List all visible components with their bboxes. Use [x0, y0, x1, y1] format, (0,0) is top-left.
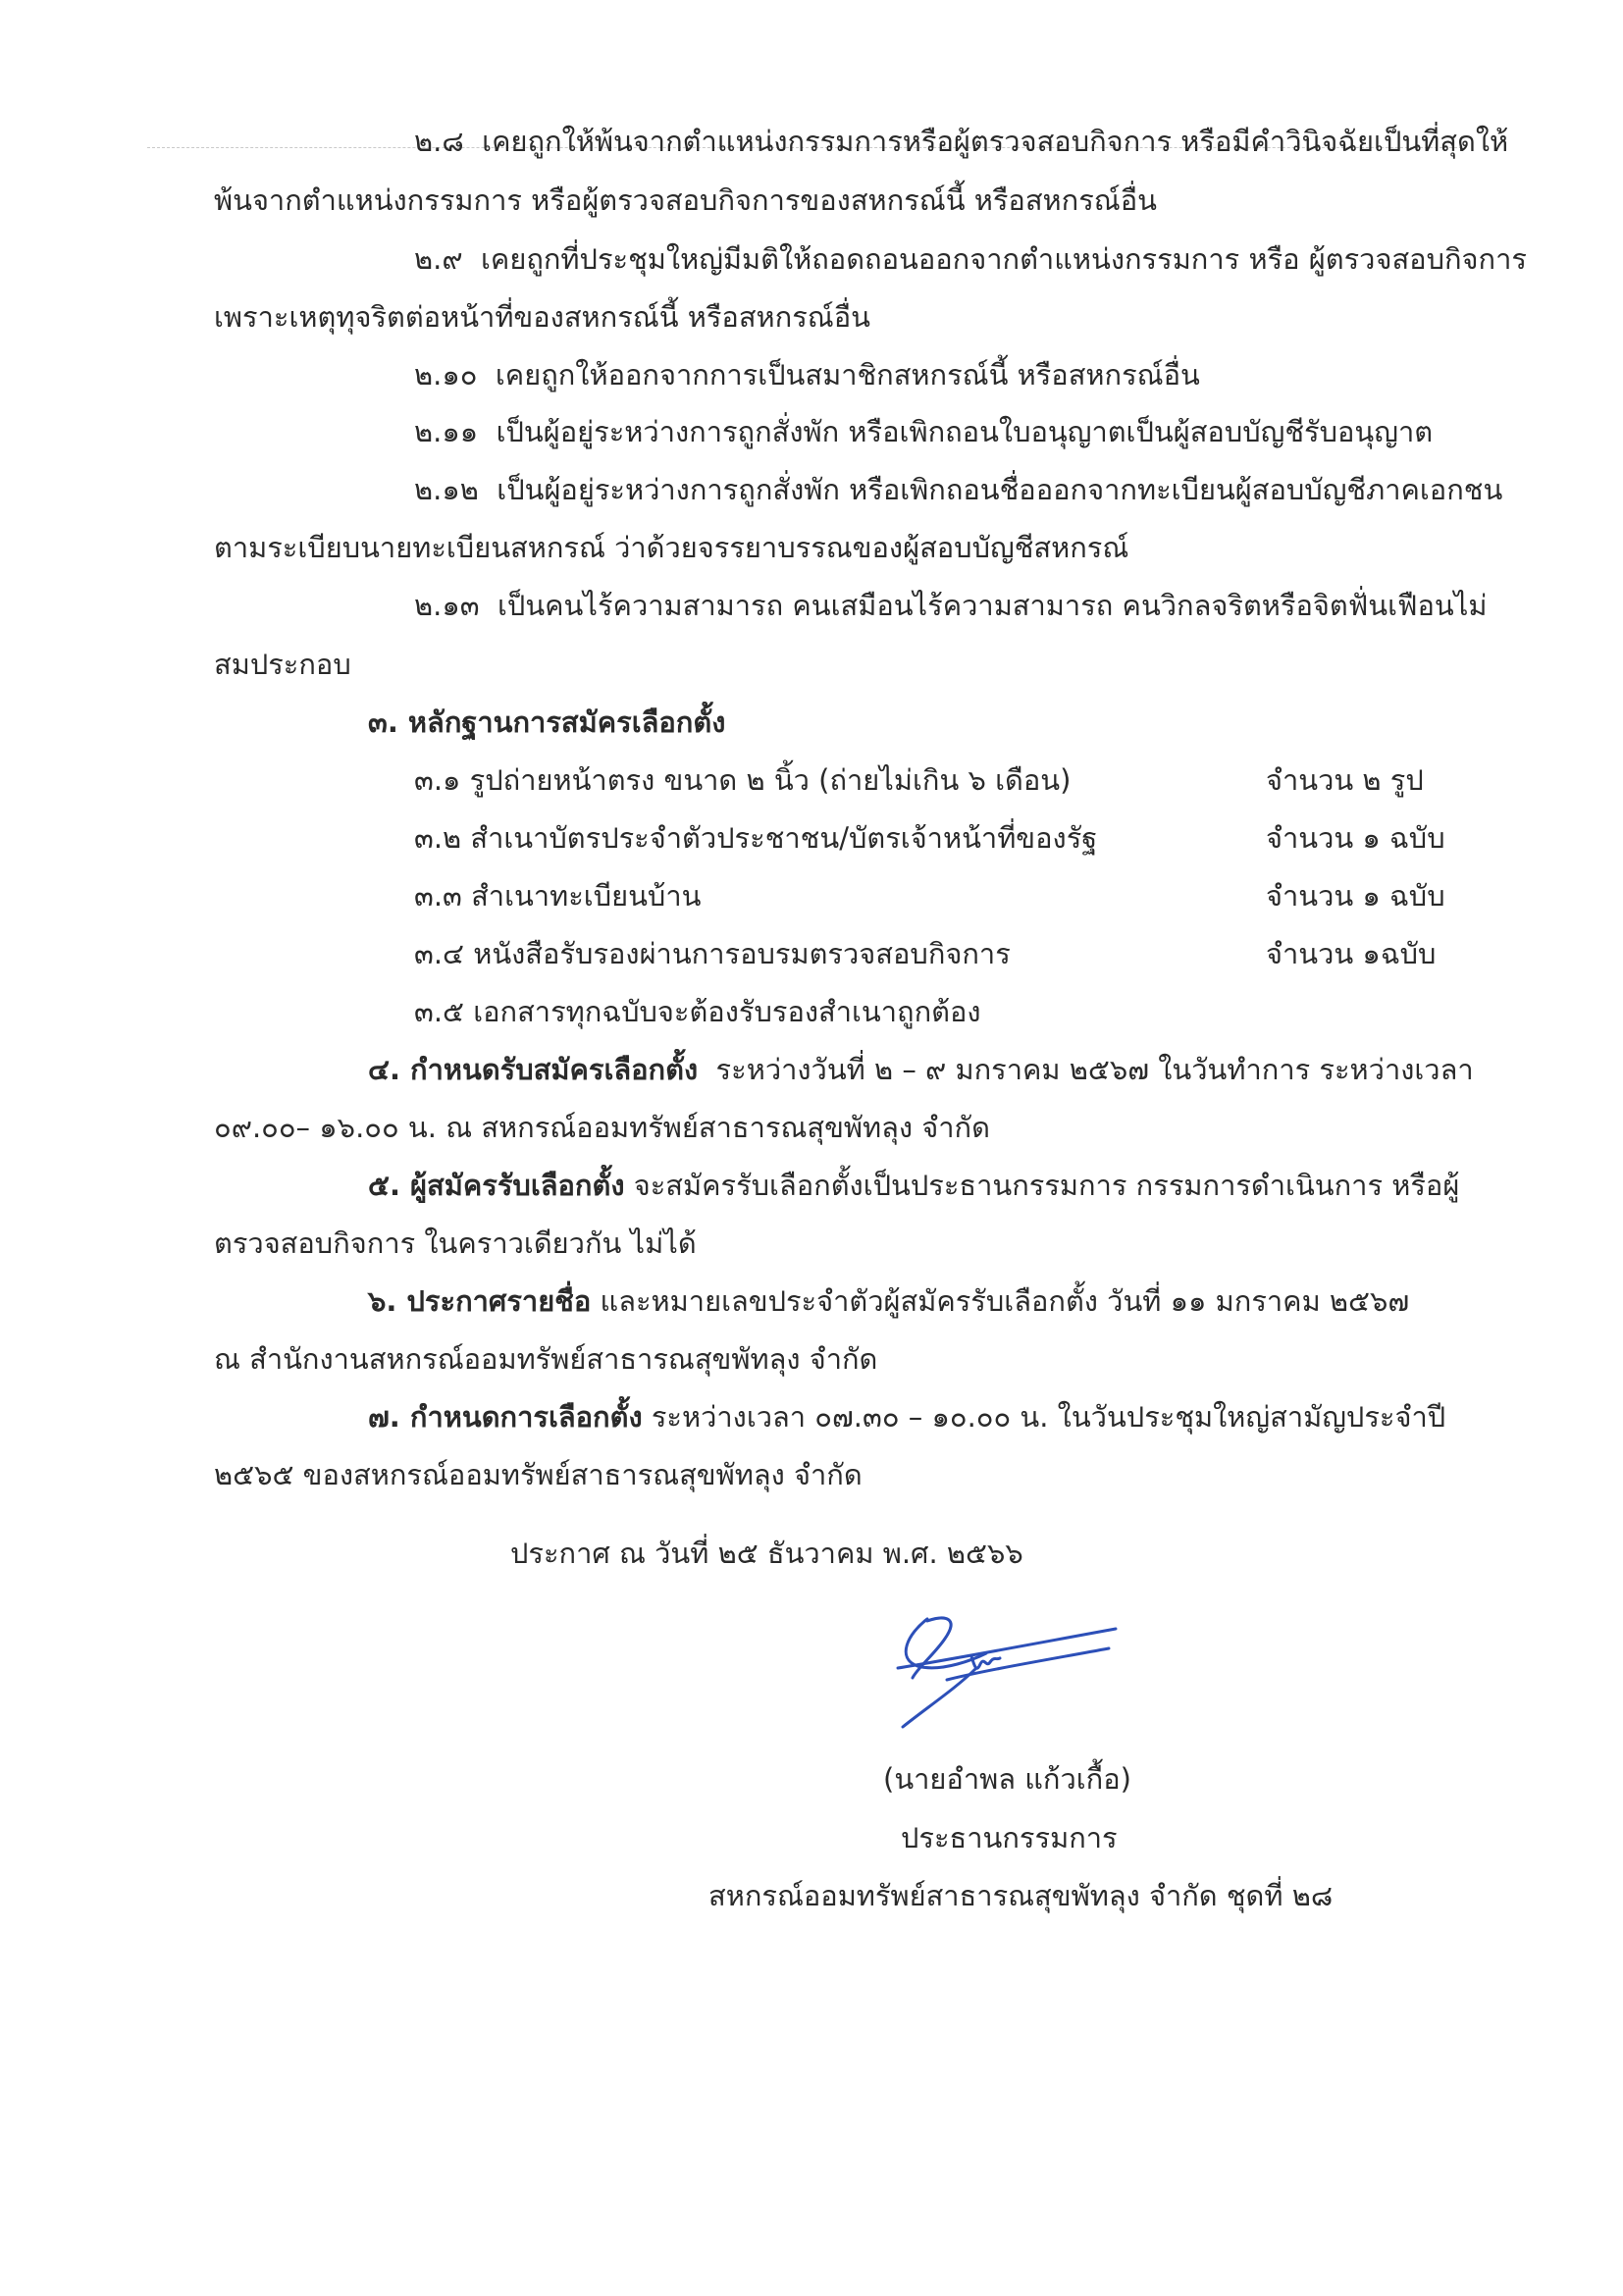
section-6-line1: [368, 1281, 1409, 1321]
item-2-12-number: ๒.๑๒: [414, 473, 479, 506]
section-3-row-3: ๓.๓ สำเนาทะเบียนบ้าน: [414, 879, 702, 913]
section-3-row-5: ๓.๕ เอกสารทุกฉบับจะต้องรับรองสำเนาถูกต้อง: [414, 995, 981, 1028]
section-3-row-4-amount: จำนวน ๑ฉบับ: [1266, 937, 1437, 970]
item-2-8-line1: [414, 122, 1508, 161]
item-2-9-line1: [414, 239, 1527, 279]
section-3-row-1: ๓.๑ รูปถ่ายหน้าตรง ขนาด ๒ นิ้ว (ถ่ายไม่เกิน ๖ เดือน): [414, 763, 1072, 797]
section-4-text: ระหว่างวันที่ ๒ – ๙ มกราคม ๒๕๖๗ ในวันทำการ ระหว่างเวลา: [715, 1053, 1474, 1086]
section-3-row-1-amount: จำนวน ๒ รูป: [1266, 763, 1424, 797]
announcement-date: ประกาศ ณ วันที่ ๒๕ ธันวาคม พ.ศ. ๒๕๖๖: [510, 1537, 1023, 1570]
item-2-11-text: เป็นผู้อยู่ระหว่างการถูกสั่งพัก หรือเพิกถอนใบอนุญาตเป็นผู้สอบบัญชีรับอนุญาต: [496, 415, 1434, 448]
section-5-text: จะสมัครรับเลือกตั้งเป็นประธานกรรมการ กรรมการดำเนินการ หรือผู้: [633, 1169, 1460, 1202]
signer-organization: สหกรณ์ออมทรัพย์สาธารณสุขพัทลุง จำกัด ชุดที่ ๒๘: [708, 1879, 1334, 1912]
section-6-heading: ๖. ประกาศรายชื่อ: [368, 1284, 592, 1318]
item-2-10-text: เคยถูกให้ออกจากการเป็นสมาชิกสหกรณ์นี้ หรือสหกรณ์อื่น: [495, 358, 1200, 391]
item-2-8-line2: พ้นจากตำแหน่งกรรมการ หรือผู้ตรวจสอบกิจการของสหกรณ์นี้ หรือสหกรณ์อื่น: [214, 183, 1157, 217]
item-2-8-text: เคยถูกให้พ้นจากตำแหน่งกรรมการหรือผู้ตรวจสอบกิจการ หรือมีคำวินิจฉัยเป็นที่สุดให้: [482, 125, 1509, 158]
section-5-line1: [368, 1166, 1459, 1205]
section-3-row-2: ๓.๒ สำเนาบัตรประจำตัวประชาชน/บัตรเจ้าหน้าที่ของรัฐ: [414, 821, 1098, 855]
signature-image: [888, 1599, 1124, 1747]
section-4-line2: ๐๙.๐๐– ๑๖.๐๐ น. ณ สหกรณ์ออมทรัพย์สาธารณสุขพัทลุง จำกัด: [214, 1111, 990, 1144]
section-6-line2: ณ สำนักงานสหกรณ์ออมทรัพย์สาธารณสุขพัทลุง จำกัด: [214, 1342, 878, 1376]
section-3-heading: ๓. หลักฐานการสมัครเลือกตั้ง: [368, 705, 726, 739]
item-2-12-line2: ตามระเบียบนายทะเบียนสหกรณ์ ว่าด้วยจรรยาบรรณของผู้สอบบัญชีสหกรณ์: [214, 531, 1129, 564]
section-4-heading: ๔. กำหนดรับสมัครเลือกตั้ง: [368, 1053, 699, 1086]
item-2-8-number: ๒.๘: [414, 125, 464, 158]
item-2-11-number: ๒.๑๑: [414, 415, 479, 448]
section-7-heading: ๗. กำหนดการเลือกตั้ง: [368, 1400, 643, 1434]
signer-position: ประธานกรรมการ: [901, 1821, 1118, 1854]
item-2-13-line2: สมประกอบ: [214, 648, 351, 681]
section-5-heading: ๕. ผู้สมัครรับเลือกตั้ง: [368, 1169, 625, 1202]
section-7-text: ระหว่างเวลา ๐๗.๓๐ – ๑๐.๐๐ น. ในวันประชุมใหญ่สามัญประจำปี: [651, 1400, 1446, 1434]
item-2-13-text: เป็นคนไร้ความสามารถ คนเสมือนไร้ความสามารถ คนวิกลจริตหรือจิตฟั่นเฟือนไม่: [497, 589, 1488, 622]
section-6-text: และหมายเลขประจำตัวผู้สมัครรับเลือกตั้ง วันที่ ๑๑ มกราคม ๒๕๖๗: [600, 1284, 1410, 1318]
section-3-row-2-amount: จำนวน ๑ ฉบับ: [1266, 821, 1445, 855]
signer-name: (นายอำพล แก้วเกื้อ): [883, 1762, 1131, 1796]
section-3-row-4: ๓.๔ หนังสือรับรองผ่านการอบรมตรวจสอบกิจการ: [414, 937, 1011, 970]
item-2-9-number: ๒.๙: [414, 242, 463, 276]
section-5-line2: ตรวจสอบกิจการ ในคราวเดียวกัน ไม่ได้: [214, 1226, 697, 1260]
item-2-12-text: เป็นผู้อยู่ระหว่างการถูกสั่งพัก หรือเพิกถอนชื่อออกจากทะเบียนผู้สอบบัญชีภาคเอกชน: [497, 473, 1503, 506]
item-2-9-line2: เพราะเหตุทุจริตต่อหน้าที่ของสหกรณ์นี้ หรือสหกรณ์อื่น: [214, 300, 870, 334]
section-3-row-3-amount: จำนวน ๑ ฉบับ: [1266, 879, 1445, 913]
item-2-13-number: ๒.๑๓: [414, 589, 480, 622]
section-4-line1: [368, 1050, 1474, 1089]
section-7-line2: ๒๕๖๕ ของสหกรณ์ออมทรัพย์สาธารณสุขพัทลุง จำกัด: [214, 1458, 863, 1491]
item-2-11: [414, 412, 1433, 451]
item-2-12-line1: [414, 470, 1502, 509]
section-7-line1: [368, 1397, 1445, 1436]
item-2-10-number: ๒.๑๐: [414, 358, 478, 391]
item-2-13-line1: [414, 586, 1487, 625]
item-2-9-text: เคยถูกที่ประชุมใหญ่มีมติให้ถอดถอนออกจากตำแหน่งกรรมการ หรือ ผู้ตรวจสอบกิจการ: [481, 242, 1527, 276]
item-2-10: [414, 355, 1200, 394]
